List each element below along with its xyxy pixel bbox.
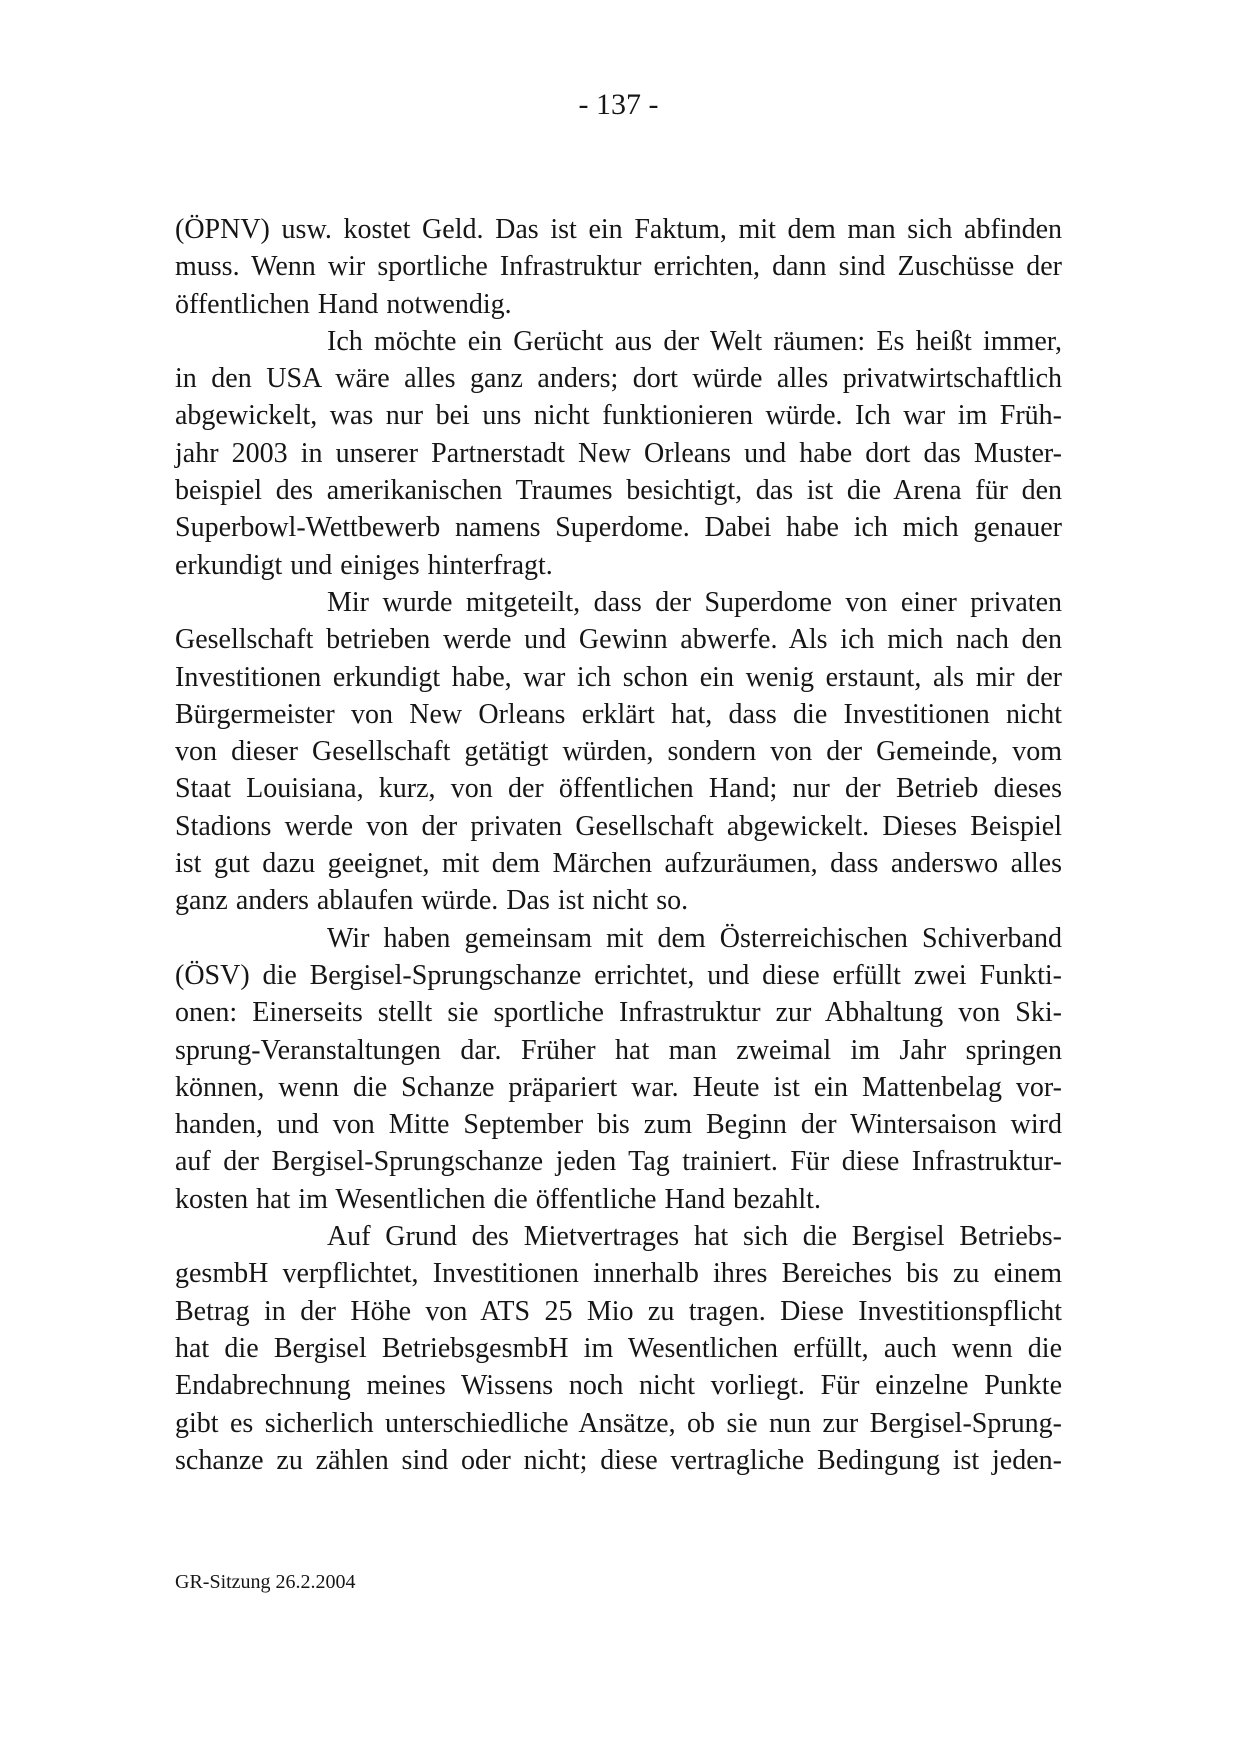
text-line: sprung-Veranstaltungen dar. Früher hat man zweimal im Jahr springen <box>175 1034 1062 1066</box>
paragraph <box>175 211 1062 323</box>
text-line: Staat Louisiana, kurz, von der öffentlichen Hand; nur der Betrieb dieses <box>175 773 1062 805</box>
text-line: ist gut dazu geeignet, mit dem Märchen aufzuräumen, dass anderswo alles <box>175 848 1062 880</box>
text-line: Gesellschaft betrieben werde und Gewinn abwerfe. Als ich mich nach den <box>175 624 1062 656</box>
text-line: gibt es sicherlich unterschiedliche Ansätze, ob sie nun zur Bergisel-Sprung- <box>175 1407 1062 1439</box>
text-line: hat die Bergisel BetriebsgesmbH im Wesentlichen erfüllt, auch wenn die <box>175 1332 1062 1364</box>
text-line: ganz anders ablaufen würde. Das ist nicht so. <box>175 885 689 917</box>
text-line: (ÖPNV) usw. kostet Geld. Das ist ein Faktum, mit dem man sich abfinden <box>175 214 1062 245</box>
text-line: Superbowl-Wettbewerb namens Superdome. Dabei habe ich mich genauer <box>175 512 1062 544</box>
text-line: in den USA wäre alles ganz anders; dort würde alles privatwirtschaftlich <box>175 363 1062 395</box>
text-line: gesmbH verpflichtet, Investitionen innerhalb ihres Bereiches bis zu einem <box>175 1258 1062 1290</box>
text-line: erkundigt und einiges hinterfragt. <box>175 549 553 581</box>
text-line: können, wenn die Schanze präpariert war. Heute ist ein Mattenbelag vor- <box>175 1071 1062 1103</box>
paragraph <box>175 920 1062 1218</box>
text-line: beispiel des amerikanischen Traumes besichtigt, das ist die Arena für den <box>175 475 1062 507</box>
text-line: Bürgermeister von New Orleans erklärt hat, dass die Investitionen nicht <box>175 698 1062 730</box>
text-line: onen: Einerseits stellt sie sportliche Infrastruktur zur Abhaltung von Ski- <box>175 997 1062 1029</box>
text-line: von dieser Gesellschaft getätigt würden, sondern von der Gemeinde, vom <box>175 736 1062 768</box>
text-line: abgewickelt, was nur bei uns nicht funktionieren würde. Ich war im Früh- <box>175 400 1062 432</box>
text-line: muss. Wenn wir sportliche Infrastruktur errichten, dann sind Zuschüsse der <box>175 251 1062 283</box>
paragraph <box>175 584 1062 920</box>
text-line: Wir haben gemeinsam mit dem Österreichischen Schiverband <box>327 922 1062 954</box>
text-line: Endabrechnung meines Wissens noch nicht vorliegt. Für einzelne Punkte <box>175 1370 1062 1402</box>
text-body <box>175 211 1062 1479</box>
text-line: Betrag in der Höhe von ATS 25 Mio zu tragen. Diese Investitionspflicht <box>175 1295 1062 1327</box>
text-line: Auf Grund des Mietvertrages hat sich die Bergisel Betriebs- <box>327 1221 1062 1253</box>
paragraph <box>175 1218 1062 1479</box>
text-line: (ÖSV) die Bergisel-Sprungschanze errichtet, und diese erfüllt zwei Funkti- <box>175 959 1062 991</box>
text-line: schanze zu zählen sind oder nicht; diese vertragliche Bedingung ist jeden- <box>175 1444 1062 1476</box>
text-line: jahr 2003 in unserer Partnerstadt New Orleans und habe dort das Muster- <box>175 437 1062 469</box>
text-line: Investitionen erkundigt habe, war ich schon ein wenig erstaunt, als mir der <box>175 661 1062 693</box>
text-line: handen, und von Mitte September bis zum Beginn der Wintersaison wird <box>175 1109 1062 1141</box>
page-number: - 137 - <box>578 88 659 121</box>
page-footer: GR-Sitzung 26.2.2004 <box>175 1571 356 1593</box>
text-line: auf der Bergisel-Sprungschanze jeden Tag trainiert. Für diese Infrastruktur- <box>175 1146 1062 1178</box>
text-line: Ich möchte ein Gerücht aus der Welt räumen: Es heißt immer, <box>327 325 1062 357</box>
paragraph <box>175 323 1062 584</box>
text-line: Stadions werde von der privaten Gesellschaft abgewickelt. Dieses Beispiel <box>175 810 1062 842</box>
text-line: öffentlichen Hand notwendig. <box>175 288 512 320</box>
text-line: Mir wurde mitgeteilt, dass der Superdome von einer privaten <box>327 586 1062 618</box>
text-line: kosten hat im Wesentlichen die öffentliche Hand bezahlt. <box>175 1183 821 1215</box>
